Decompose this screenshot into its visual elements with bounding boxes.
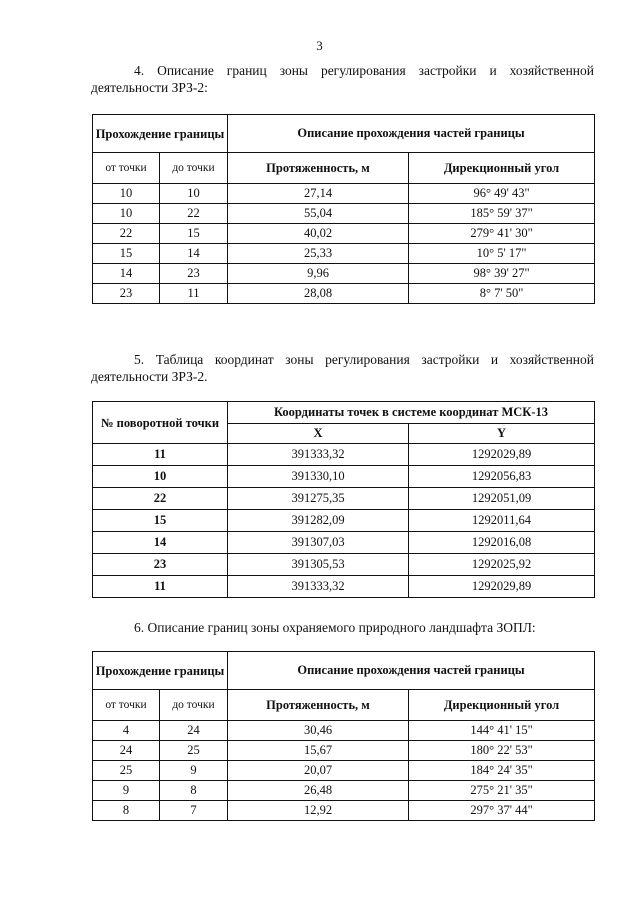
cell-from: 4 <box>93 721 160 741</box>
cell-angle: 180° 22' 53" <box>409 741 595 761</box>
cell-to: 10 <box>160 184 228 204</box>
cell-x: 391275,35 <box>228 488 409 510</box>
cell-y: 1292016,08 <box>409 532 595 554</box>
cell-length: 9,96 <box>228 264 409 284</box>
cell-to: 11 <box>160 284 228 304</box>
cell-length: 40,02 <box>228 224 409 244</box>
table-row <box>93 741 595 761</box>
cell-y: 1292029,89 <box>409 576 595 598</box>
section6-heading-line1: 6. Описание границ зоны охраняемого природного ландшафта ЗОПЛ: <box>134 620 536 635</box>
section6-table <box>92 651 595 821</box>
cell-x: 391333,32 <box>228 576 409 598</box>
cell-length: 25,33 <box>228 244 409 264</box>
table-row <box>93 184 595 204</box>
table-row <box>93 224 595 244</box>
header-to: до точки <box>160 153 228 184</box>
cell-angle: 184° 24' 35" <box>409 761 595 781</box>
cell-angle: 144° 41' 15" <box>409 721 595 741</box>
cell-length: 55,04 <box>228 204 409 224</box>
cell-to: 23 <box>160 264 228 284</box>
cell-to: 15 <box>160 224 228 244</box>
cell-angle: 279° 41' 30" <box>409 224 595 244</box>
cell-angle: 8° 7' 50" <box>409 284 595 304</box>
cell-from: 9 <box>93 781 160 801</box>
table-row <box>93 554 595 576</box>
table-row <box>93 576 595 598</box>
cell-angle: 185° 59' 37" <box>409 204 595 224</box>
header-y: Y <box>409 424 595 444</box>
cell-angle: 297° 37' 44" <box>409 801 595 821</box>
table-row <box>93 204 595 224</box>
cell-from: 23 <box>93 284 160 304</box>
cell-point: 11 <box>93 576 228 598</box>
cell-y: 1292011,64 <box>409 510 595 532</box>
table-row <box>93 721 595 741</box>
cell-to: 9 <box>160 761 228 781</box>
table-row <box>93 466 595 488</box>
section5-heading-line1: 5. Таблица координат зоны регулирования застройки и хозяйственной <box>134 352 594 367</box>
header-description: Описание прохождения частей границы <box>228 115 595 153</box>
header-length: Протяженность, м <box>228 690 409 721</box>
header-description: Описание прохождения частей границы <box>228 652 595 690</box>
cell-angle: 96° 49' 43" <box>409 184 595 204</box>
cell-angle: 275° 21' 35" <box>409 781 595 801</box>
cell-point: 23 <box>93 554 228 576</box>
header-coords: Координаты точек в системе координат МСК-13 <box>228 402 595 424</box>
section4-heading-line2: деятельности ЗРЗ-2: <box>91 80 208 95</box>
cell-to: 24 <box>160 721 228 741</box>
cell-point: 15 <box>93 510 228 532</box>
cell-from: 8 <box>93 801 160 821</box>
cell-from: 22 <box>93 224 160 244</box>
cell-length: 26,48 <box>228 781 409 801</box>
header-point: № поворотной точки <box>93 402 228 444</box>
page-number: 3 <box>316 38 323 53</box>
cell-angle: 10° 5' 17" <box>409 244 595 264</box>
section4-table <box>92 114 595 304</box>
cell-x: 391282,09 <box>228 510 409 532</box>
table-row <box>93 284 595 304</box>
section4-heading-line1: 4. Описание границ зоны регулирования застройки и хозяйственной <box>134 63 594 78</box>
cell-to: 14 <box>160 244 228 264</box>
cell-length: 20,07 <box>228 761 409 781</box>
cell-from: 15 <box>93 244 160 264</box>
header-passage: Прохождение границы <box>93 115 228 153</box>
header-length: Протяженность, м <box>228 153 409 184</box>
cell-to: 7 <box>160 801 228 821</box>
header-angle: Дирекционный угол <box>409 690 595 721</box>
cell-angle: 98° 39' 27" <box>409 264 595 284</box>
section4-heading <box>92 62 594 96</box>
header-from: от точки <box>93 153 160 184</box>
cell-y: 1292025,92 <box>409 554 595 576</box>
cell-length: 12,92 <box>228 801 409 821</box>
cell-from: 25 <box>93 761 160 781</box>
cell-point: 14 <box>93 532 228 554</box>
cell-length: 15,67 <box>228 741 409 761</box>
cell-y: 1292029,89 <box>409 444 595 466</box>
table-row <box>93 532 595 554</box>
header-passage: Прохождение границы <box>93 652 228 690</box>
table-row <box>93 264 595 284</box>
table-row <box>93 761 595 781</box>
table-row <box>93 244 595 264</box>
cell-to: 25 <box>160 741 228 761</box>
cell-to: 22 <box>160 204 228 224</box>
cell-length: 30,46 <box>228 721 409 741</box>
cell-length: 27,14 <box>228 184 409 204</box>
cell-from: 10 <box>93 184 160 204</box>
table-row <box>93 488 595 510</box>
cell-x: 391333,32 <box>228 444 409 466</box>
table-row <box>93 444 595 466</box>
cell-point: 10 <box>93 466 228 488</box>
cell-from: 14 <box>93 264 160 284</box>
header-from: от точки <box>93 690 160 721</box>
cell-y: 1292051,09 <box>409 488 595 510</box>
section5-table <box>92 401 595 598</box>
table-row <box>93 801 595 821</box>
section5-heading <box>92 351 594 385</box>
cell-point: 22 <box>93 488 228 510</box>
section6-heading <box>92 619 594 636</box>
cell-to: 8 <box>160 781 228 801</box>
cell-x: 391307,03 <box>228 532 409 554</box>
cell-y: 1292056,83 <box>409 466 595 488</box>
section5-heading-line2: деятельности ЗРЗ-2. <box>91 369 208 384</box>
table-row <box>93 781 595 801</box>
table-row <box>93 510 595 532</box>
header-x: X <box>228 424 409 444</box>
header-to: до точки <box>160 690 228 721</box>
header-angle: Дирекционный угол <box>409 153 595 184</box>
cell-from: 24 <box>93 741 160 761</box>
cell-from: 10 <box>93 204 160 224</box>
cell-point: 11 <box>93 444 228 466</box>
cell-length: 28,08 <box>228 284 409 304</box>
cell-x: 391330,10 <box>228 466 409 488</box>
cell-x: 391305,53 <box>228 554 409 576</box>
